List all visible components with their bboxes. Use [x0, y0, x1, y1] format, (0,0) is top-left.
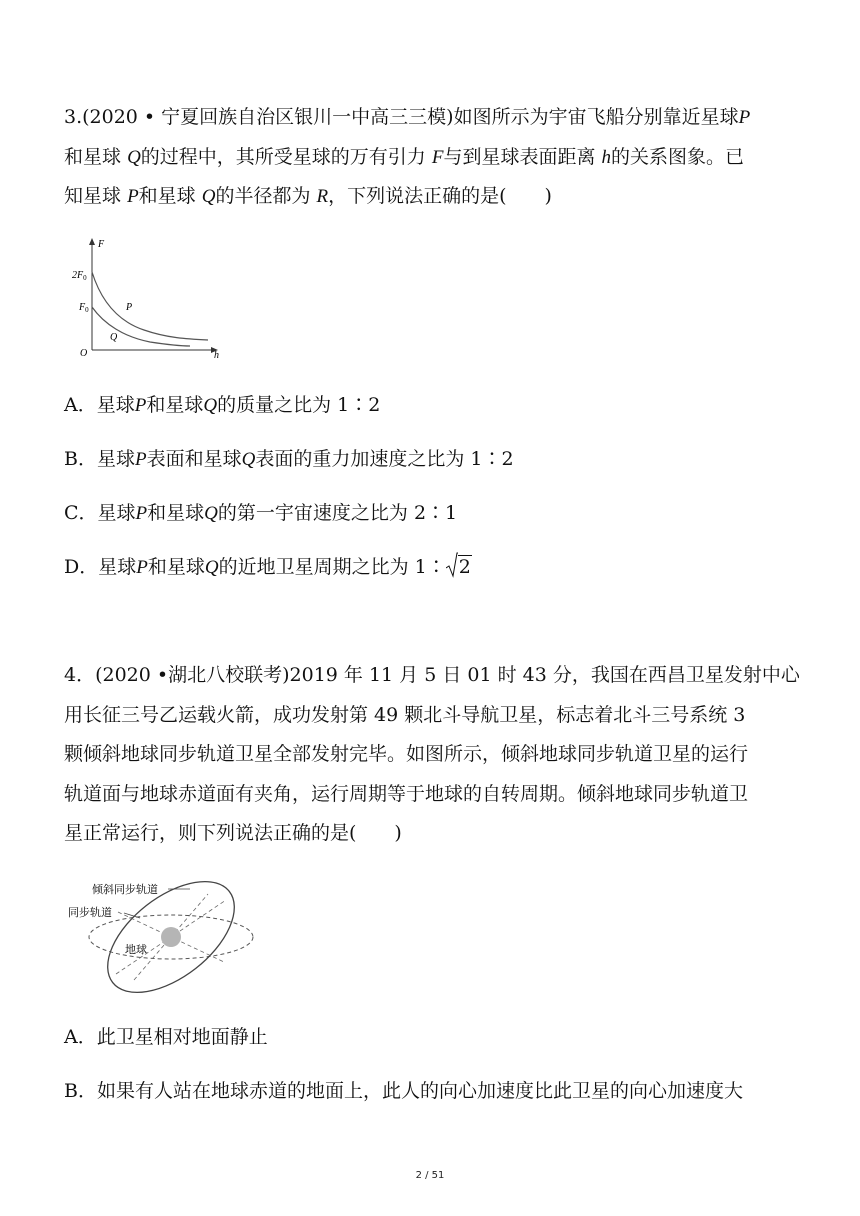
y-axis-label: F	[98, 239, 105, 250]
q3-line-1: 3.(2020 • 宁夏回族自治区银川一中高三三模)如图所示为宇宙飞船分别靠近星球P	[64, 106, 751, 128]
q3-option-a: A．星球P和星球Q的质量之比为 1∶2	[64, 394, 381, 416]
sync-orbit-label: 同步轨道	[68, 907, 112, 919]
page-number: 2 / 51	[415, 1170, 445, 1181]
q3-line-2: 和星球 Q的过程中，其所受星球的万有引力 F与到星球表面距离 h的关系图象。已	[64, 146, 745, 168]
q3-option-d: D．星球P和星球Q的近地卫星周期之比为 1∶ 2	[64, 554, 472, 581]
q4-line-2: 用长征三号乙运载火箭，成功发射第 49 颗北斗导航卫星，标志着北斗三号系统 3	[64, 704, 746, 726]
q4-option-a: A．此卫星相对地面静止	[64, 1026, 268, 1048]
q3-option-c: C．星球P和星球Q的第一宇宙速度之比为 2∶1	[64, 502, 458, 524]
q4-line-3: 颗倾斜地球同步轨道卫星全部发射完毕。如图所示，倾斜地球同步轨道卫星的运行	[64, 743, 749, 765]
curve-q-label: Q	[110, 332, 118, 343]
curve-q	[92, 307, 190, 346]
earth-label: 地球	[125, 944, 147, 956]
curve-p-label: P	[126, 302, 133, 313]
q4-line-5: 星正常运行，则下列说法正确的是( )	[64, 822, 402, 844]
tick-2f0: $2F_0$	[72, 270, 87, 282]
q4-line-1: 4．(2020 •湖北八校联考)2019 年 11 月 5 日 01 时 43 分，我国在西昌卫星发射中心	[64, 664, 800, 686]
tilted-orbit-label: 倾斜同步轨道	[92, 884, 158, 896]
orbit-diagram	[66, 870, 266, 995]
x-axis-label: h	[214, 350, 219, 361]
q3-line-3: 知星球 P和星球 Q的半径都为 R，下列说法正确的是( )	[64, 185, 552, 207]
q3-option-b: B．星球P表面和星球Q表面的重力加速度之比为 1∶2	[64, 448, 514, 470]
origin-label: O	[80, 348, 88, 359]
earth-icon	[161, 927, 181, 947]
sqrt-sign: 2	[446, 554, 472, 580]
q4-line-4: 轨道面与地球赤道面有夹角，运行周期等于地球的自转周期。倾斜地球同步轨道卫	[64, 783, 749, 805]
q4-option-b: B．如果有人站在地球赤道的地面上，此人的向心加速度比此卫星的向心加速度大	[64, 1080, 743, 1102]
curve-p	[92, 272, 208, 340]
force-distance-graph	[72, 234, 232, 364]
tick-f0: $F_0$	[79, 302, 89, 314]
y-axis-arrow	[89, 238, 95, 245]
